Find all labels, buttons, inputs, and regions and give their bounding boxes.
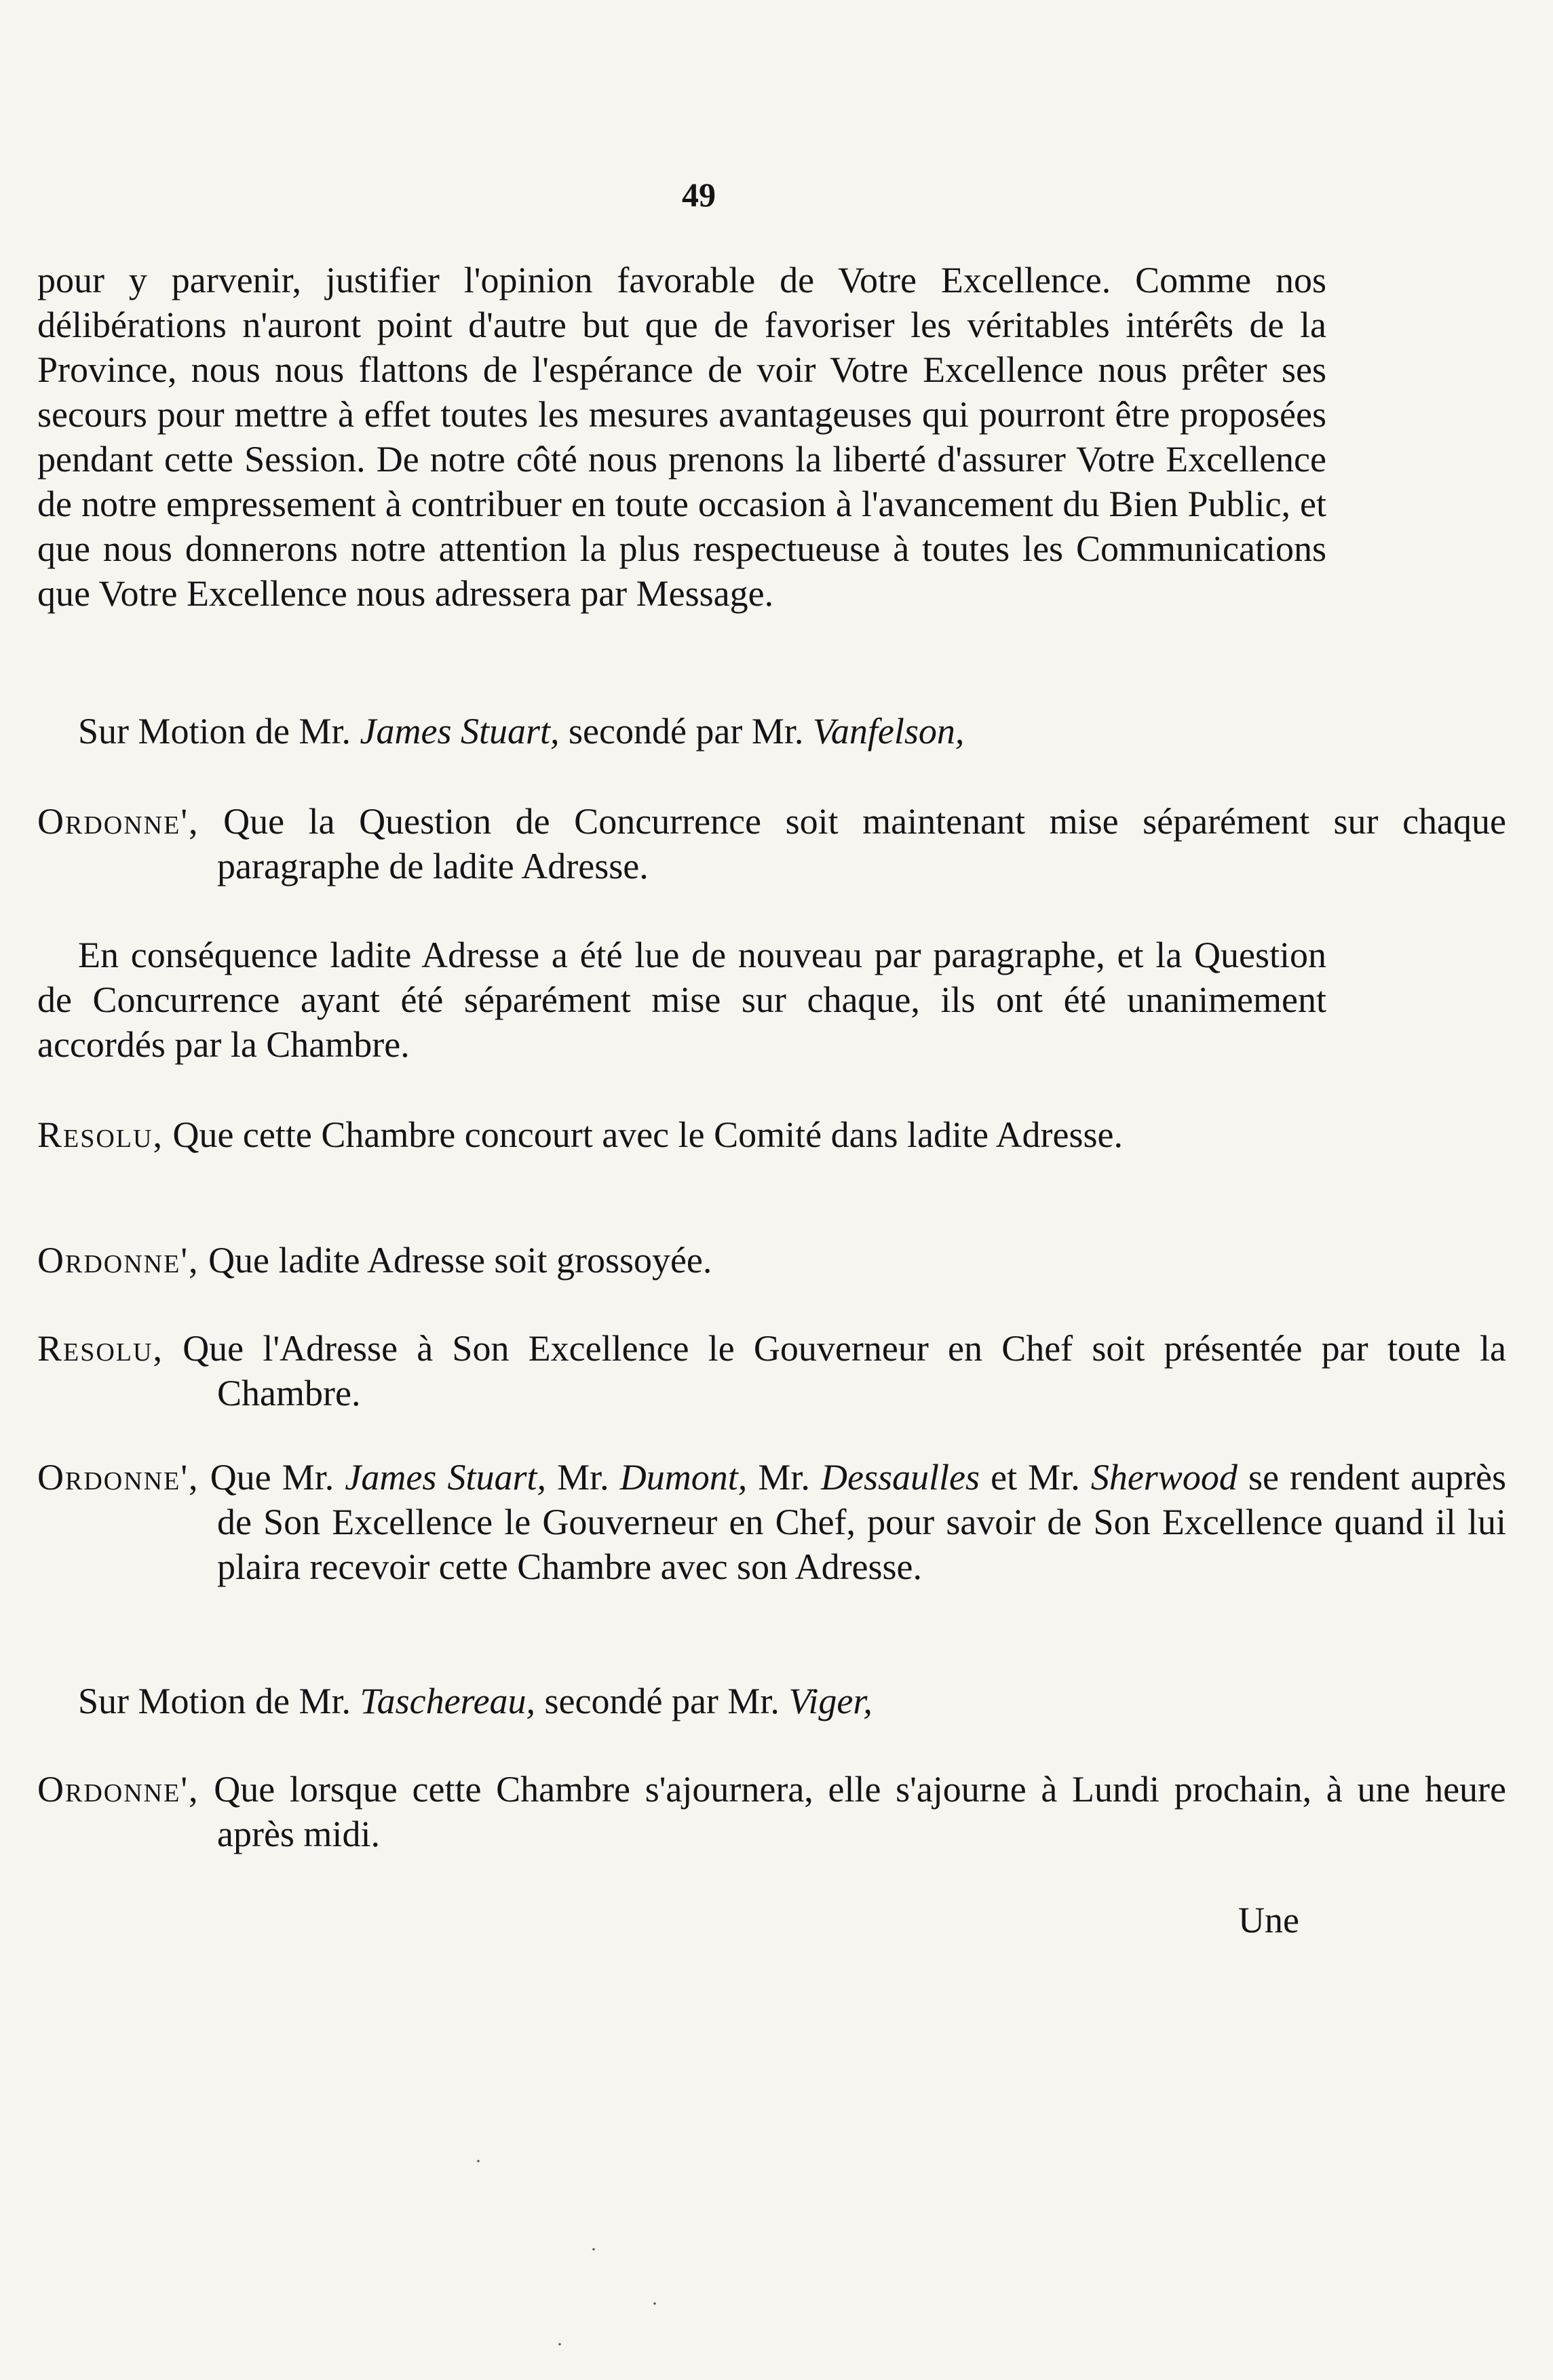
paper-speck: · [556,2333,563,2356]
member-name: Sherwood [1090,1457,1238,1498]
order-label: Ordonne', [37,801,199,842]
motion-prefix: Sur Motion de Mr. [78,1681,360,1721]
paper-speck: · [590,2238,597,2261]
resolution-entry-1 [37,1112,1506,1157]
seconder-name: Vanfelson, [812,711,965,752]
resolution-text: Que cette Chambre concourt avec le Comité dans ladite Adresse. [172,1114,1123,1155]
opening-paragraph: pour y parvenir, justifier l'opinion favorable de Votre Excellence. Comme nos délibérations n'auront point d'autre but que de favoriser les véritables intérêts de la Province, nous nous flattons de l'espérance de voir Votre Excellence nous prêter ses secours pour mettre à effet toutes les mesures avantageuses qui pourront être proposées pendant cette Session. De notre côté nous prenons la liberté d'assurer Votre Excellence de notre empressement à contribuer en toute occasion à l'avancement du Bien Public, et que nous donnerons notre attention la plus respectueuse à toutes les Communications que Votre Excellence nous adressera par Message. [37,260,1326,614]
motion-prefix: Sur Motion de Mr. [78,711,360,752]
member-name: Dumont, [619,1457,748,1498]
order-entry-3 [37,1455,1506,1589]
motion-middle: secondé par Mr. [535,1681,789,1721]
order-label: Ordonne', [37,1769,199,1810]
order-text: Mr. [747,1457,821,1498]
mover-name: James Stuart, [360,711,560,752]
motion-middle: secondé par Mr. [559,711,813,752]
mover-name: Taschereau, [360,1681,536,1721]
resolution-entry-2 [37,1326,1506,1416]
motion-line-1 [78,709,1367,754]
resolution-label: Resolu, [37,1328,164,1369]
order-text: Que ladite Adresse soit grossoyée. [208,1240,712,1281]
page-number: 49 [682,176,716,214]
order-text: Que lorsque cette Chambre s'ajournera, elle s'ajourne à Lundi prochain, à une heure après midi. [214,1769,1507,1854]
member-name: Dessaulles [821,1457,980,1498]
consequence-paragraph: En conséquence ladite Adresse a été lue de nouveau par paragraphe, et la Question de Concurrence ayant été séparément mise sur chaque, ils ont été unanimement accordés par la Chambre. [37,935,1326,1065]
paper-speck: · [475,2150,482,2172]
order-text: se rendent auprès de Son Excellence le Gouverneur en Chef, pour savoir de Son Excellence quand il lui plaira recevoir cette Chambre avec son Adresse. [217,1457,1507,1587]
order-text: et Mr. [979,1457,1091,1498]
order-label: Ordonne', [37,1457,199,1498]
resolution-text: Que l'Adresse à Son Excellence le Gouverneur en Chef soit présentée par toute la Chambre. [183,1328,1507,1413]
order-text: Que la Question de Concurrence soit maintenant mise séparément sur chaque paragraphe de ladite Adresse. [217,801,1506,886]
order-label: Ordonne', [37,1240,199,1281]
order-entry-2 [37,1238,1506,1283]
order-text: Mr. [546,1457,620,1498]
seconder-name: Viger, [788,1681,873,1721]
order-entry-1 [37,799,1506,889]
resolution-label: Resolu, [37,1114,164,1155]
member-name: James Stuart, [345,1457,546,1498]
motion-line-2 [78,1679,1367,1723]
order-entry-4 [37,1767,1506,1856]
paper-speck: · [651,2293,658,2315]
order-text: Que Mr. [210,1457,345,1498]
catchword: Une [1238,1900,1299,1940]
